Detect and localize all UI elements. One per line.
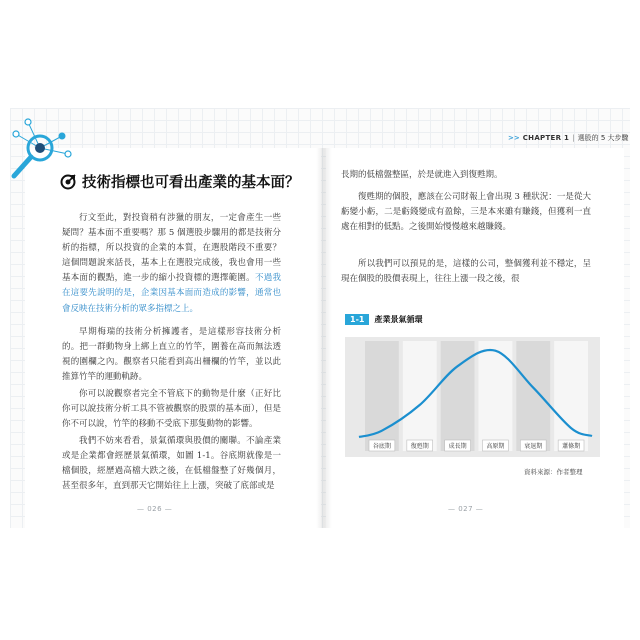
highlight-text: 不過我在這要先說明的是，企業因基本面而造成的影響，通常也會反映在技術分析的眾多指標之上。	[62, 273, 281, 314]
left-paragraph-3	[62, 387, 281, 432]
figure-title: 產業景氣循環	[374, 315, 423, 324]
paragraph-text: 我們不妨來看看，景氣循環與股價的關聯。不論產業或是企業都會經歷景氣循環，如圖 1-1。谷底期就像是一檔個股，經歷過高檔大跌之後，在低檔盤整了好幾個月，甚至很多年，直到那天它開始往上上漲，突破了底部或是	[62, 436, 281, 492]
chevron-right-icon: >>	[508, 134, 520, 142]
figure-source: 資料來源：作者整理	[524, 468, 583, 476]
phase-label: 高原期	[486, 443, 505, 450]
chapter-header	[508, 131, 628, 145]
right-paragraph-3	[341, 257, 591, 287]
phase-label: 衰退期	[524, 443, 543, 450]
paragraph-text: 長期的低檔盤整區，於是就進入到復甦期。	[341, 170, 503, 180]
phase-band	[516, 341, 550, 451]
chapter-subtitle: 選股的 5 大步驟	[577, 134, 629, 142]
phase-label: 蕭條期	[562, 443, 581, 450]
paragraph-text: 你可以說觀察者完全不管底下的動物是什麼（正好比你可以說技術分析工具不管被觀察的股票的基本面），但是你不可以說，竹竿的移動不受底下那隻動物的影響。	[62, 389, 281, 430]
page-number-right: — 027 —	[448, 505, 484, 513]
section-heading	[60, 171, 300, 192]
page-number-left: — 026 —	[137, 505, 173, 513]
chapter-number: CHAPTER 1	[522, 134, 570, 142]
phase-label: 成長期	[448, 443, 467, 450]
phase-band	[403, 341, 437, 451]
paragraph-text: 早期梅瑞的技術分析擁護者，是這樣形容技術分析的。把一群動物身上綁上直立的竹竿，圍養在高而無法透視的圍欄之內。觀察者只能看到高出柵欄的竹竿，並以此推算竹竿的運動軌跡。	[62, 327, 281, 383]
left-paragraph-2	[62, 325, 281, 385]
left-paragraph-1	[62, 211, 281, 317]
header-separator: |	[572, 134, 575, 142]
left-paragraph-4	[62, 434, 281, 494]
target-icon	[60, 174, 76, 190]
figure-label	[345, 314, 422, 325]
industry-cycle-chart	[345, 337, 600, 457]
paragraph-text: 復甦期的個股，應該在公司財報上會出現 3 種狀況：一是從大虧變小虧，二是虧錢變成有盈餘，三是本來雖有賺錢，但獲利一直處在相對的低點。之後開始慢慢越來越賺錢。	[341, 192, 591, 233]
phase-label: 復甦期	[410, 443, 429, 450]
book-gutter	[316, 148, 332, 528]
right-paragraph-1	[341, 168, 591, 183]
right-paragraph-2	[341, 190, 591, 235]
figure-number: 1-1	[345, 314, 369, 325]
paragraph-text: 行文至此，對投資稍有涉獵的朋友，一定會產生一些疑問？基本面不重要嗎？那 5 個選股步驟用的都是技術分析的指標，所以投資的企業的本質，在選股階段不重要？這個問題說來話長，基本上在選股完成後，我也會用一些基本面的觀點，進一步的縮小投資標的選擇範圍。	[62, 213, 281, 284]
page-title: 技術指標也可看出產業的基本面？	[82, 174, 300, 191]
phase-label: 谷底期	[372, 443, 391, 450]
paragraph-text: 所以我們可以預見的是，這樣的公司，整個獲利並不穩定，呈現在個股的股價表現上，往往上漲一段之後，很	[341, 259, 591, 285]
